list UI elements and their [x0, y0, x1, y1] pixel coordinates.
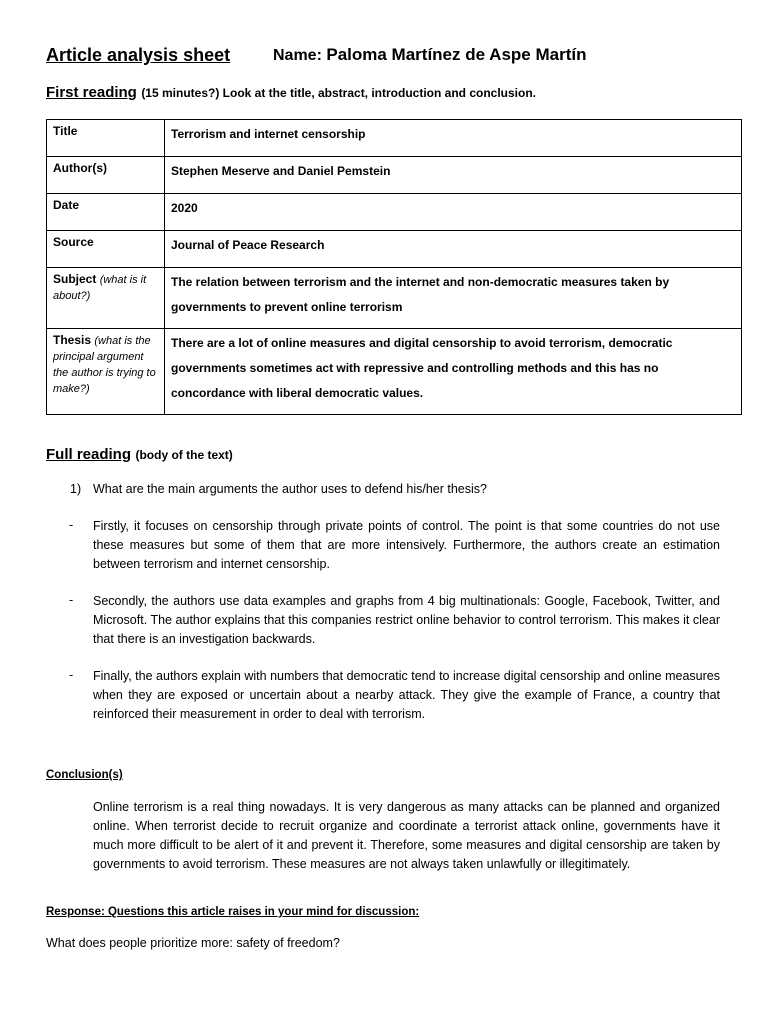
bullet-marker: - — [69, 593, 74, 607]
first-reading-heading — [46, 84, 536, 102]
name-value: Paloma Martínez de Aspe Martín — [326, 45, 587, 64]
response-heading: Response: Questions this article raises in your mind for discussion: — [46, 906, 420, 918]
argument-paragraph: Finally, the authors explain with numbers that democratic tend to increase digital censorship and online measures when they are exposed or uncertain about a nearby attack. They give the example of France, a country that reinforced their measurement in order to deal with terrorism. — [93, 669, 720, 721]
row-value: Terrorism and internet censorship — [165, 120, 742, 157]
question-text: What are the main arguments the author uses to defend his/her thesis? — [93, 482, 487, 496]
row-value: Journal of Peace Research — [165, 231, 742, 268]
full-reading-title: Full reading — [46, 446, 132, 463]
row-label-cell — [47, 268, 165, 329]
response-question: What does people prioritize more: safety of freedom? — [46, 936, 340, 950]
name-label: Name: — [273, 47, 322, 64]
row-label: Source — [47, 231, 165, 268]
row-label-note: (what is the principal argument the author is trying to make?) — [53, 335, 156, 395]
table-row — [47, 231, 742, 268]
article-info-table — [46, 119, 742, 415]
row-value: The relation between terrorism and the internet and non-democratic measures taken by governments to prevent online terrorism — [165, 268, 742, 329]
first-reading-title: First reading — [46, 84, 137, 101]
row-label-cell — [47, 329, 165, 415]
full-reading-heading — [46, 446, 233, 464]
student-name — [273, 45, 586, 65]
row-label: Date — [47, 194, 165, 231]
row-label: Thesis — [53, 333, 92, 347]
table-row — [47, 194, 742, 231]
question-number: 1) — [70, 482, 82, 496]
table-row — [47, 157, 742, 194]
table-row — [47, 329, 742, 415]
row-label: Subject — [53, 272, 97, 286]
table-row — [47, 120, 742, 157]
table-row — [47, 268, 742, 329]
bullet-marker: - — [69, 518, 74, 532]
row-value: There are a lot of online measures and digital censorship to avoid terrorism, democratic governments sometimes act with repressive and controlling methods and this has no concordance with liberal democratic values. — [165, 329, 742, 415]
row-value: 2020 — [165, 194, 742, 231]
sheet-title: Article analysis sheet — [46, 45, 231, 65]
bullet-marker: - — [69, 668, 74, 682]
argument-paragraph: Firstly, it focuses on censorship through private points of control. The point is that some countries do not use these measures but some of them that are more intensively. Furthermore, the authors create an estimation between terrorism and internet censorship. — [93, 519, 720, 571]
full-reading-note: (body of the text) — [135, 448, 233, 462]
conclusion-heading: Conclusion(s) — [46, 769, 123, 781]
argument-paragraph: Secondly, the authors use data examples and graphs from 4 big multinationals: Google, Facebook, Twitter, and Microsoft. The author explains that this companies restrict online behavior to control terrorism. This makes it clear that there is an investigation backwards. — [93, 594, 720, 646]
row-label: Title — [47, 120, 165, 157]
row-label: Author(s) — [47, 157, 165, 194]
row-value: Stephen Meserve and Daniel Pemstein — [165, 157, 742, 194]
row-label-note: (what is it about?) — [53, 274, 147, 302]
conclusion-paragraph: Online terrorism is a real thing nowadays. It is very dangerous as many attacks can be planned and organized online. When terrorist decide to recruit organize and coordinate a terrorist attack online, governments have it much more difficult to be alert of it and prevent it. Therefore, some measures and digital censorship are taken by governments to avoid terrorism. These measures are not always taken unlawfully or illegitimately. — [93, 800, 720, 871]
first-reading-note: (15 minutes?) Look at the title, abstract, introduction and conclusion. — [141, 86, 537, 100]
